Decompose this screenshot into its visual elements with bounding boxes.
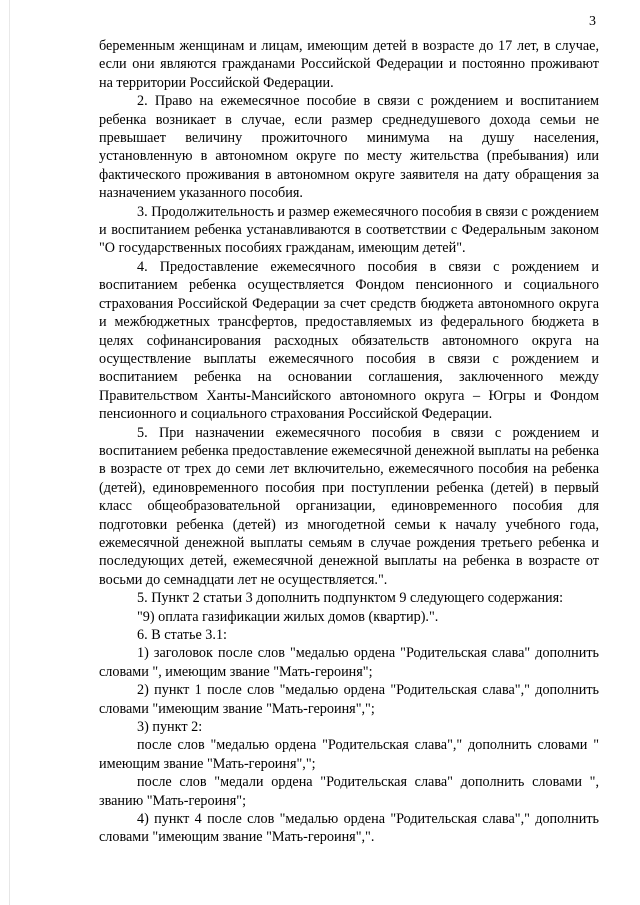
subitem-1: 1) заголовок после слов "медалью ордена "Родительская слава" дополнить словами ", имеющим звание "Мать-героиня";: [99, 645, 599, 680]
document-body: [99, 37, 599, 847]
scan-edge-line: [9, 0, 10, 905]
amendment-item-6: 6. В статье 3.1:: [137, 627, 227, 643]
subitem-4: 4) пункт 4 после слов "медалью ордена "Родительская слава"," дополнить словами "имеющим звание "Мать-героиня",".: [99, 811, 599, 846]
paragraph-continuation: беременным женщинам и лицам, имеющим детей в возрасте до 17 лет, в случае, если они являются гражданами Российской Федерации и постоянно проживают на территории Российской Федерации.: [99, 38, 599, 91]
subitem-2: 2) пункт 1 после слов "медалью ордена "Родительская слава"," дополнить словами "имеющим звание "Мать-героиня",";: [99, 682, 599, 717]
amendment-item-5: 5. Пункт 2 статьи 3 дополнить подпунктом 9 следующего содержания:: [137, 590, 564, 607]
paragraph-item-4: 4. Предоставление ежемесячного пособия в связи с рождением и воспитанием ребенка осуществляется Фондом пенсионного и социального страхования Российской Федерации за счет средств бюджета автономного округа и межбюджетных трансфертов, предоставляемых из федерального бюджета в целях софинансирования расходных обязательств автономного округа на осуществление выплаты ежемесячного пособия в связи с рождением и воспитанием ребенка на основании соглашения, заключенного между Правительством Ханты-Мансийского автономного округа – Югры и Фондом пенсионного и социального страхования Российской Федерации.: [99, 258, 599, 423]
paragraph-item-5: 5. При назначении ежемесячного пособия в связи с рождением и воспитанием ребенка предоставление ежемесячной денежной выплаты на ребенка в возрасте от трех до семи лет включительно, ежемесячного пособия на ребенка (детей), единовременного пособия при поступлении ребенка (детей) в первый класс общеобразовательной организации, единовременного пособия для подготовки ребенка (детей) из многодетной семьи к началу учебного года, ежемесячной денежной выплаты семьям в случае рождения третьего ребенка и последующих детей, ежемесячной денежной выплаты на ребенка в возрасте от восьми до семнадцати лет не осуществляется.".: [99, 424, 599, 588]
page-number: 3: [589, 14, 596, 29]
subitem-3-part-1: после слов "медалью ордена "Родительская слава"," дополнить словами " имеющим звание "Мать-героиня",";: [99, 737, 599, 772]
subitem-9-text: "9) оплата газификации жилых домов (квартир).".: [137, 608, 439, 625]
subitem-3: 3) пункт 2:: [137, 719, 203, 736]
subitem-3-part-2: после слов "медали ордена "Родительская слава" дополнить словами ", званию "Мать-героиня";: [99, 774, 599, 809]
paragraph-item-3: 3. Продолжительность и размер ежемесячного пособия в связи с рождением и воспитанием ребенка устанавливаются в соответствии с Федеральным законом "О государственных пособиях гражданам, имеющим детей".: [99, 203, 599, 257]
paragraph-item-2: 2. Право на ежемесячное пособие в связи с рождением и воспитанием ребенка возникает в случае, если размер среднедушевого дохода семьи не превышает величину прожиточного минимума на душу населения, установленную в автономном округе по месту жительства (пребывания) или фактического проживания в автономном округе заявителя на дату обращения за назначением указанного пособия.: [99, 93, 599, 202]
